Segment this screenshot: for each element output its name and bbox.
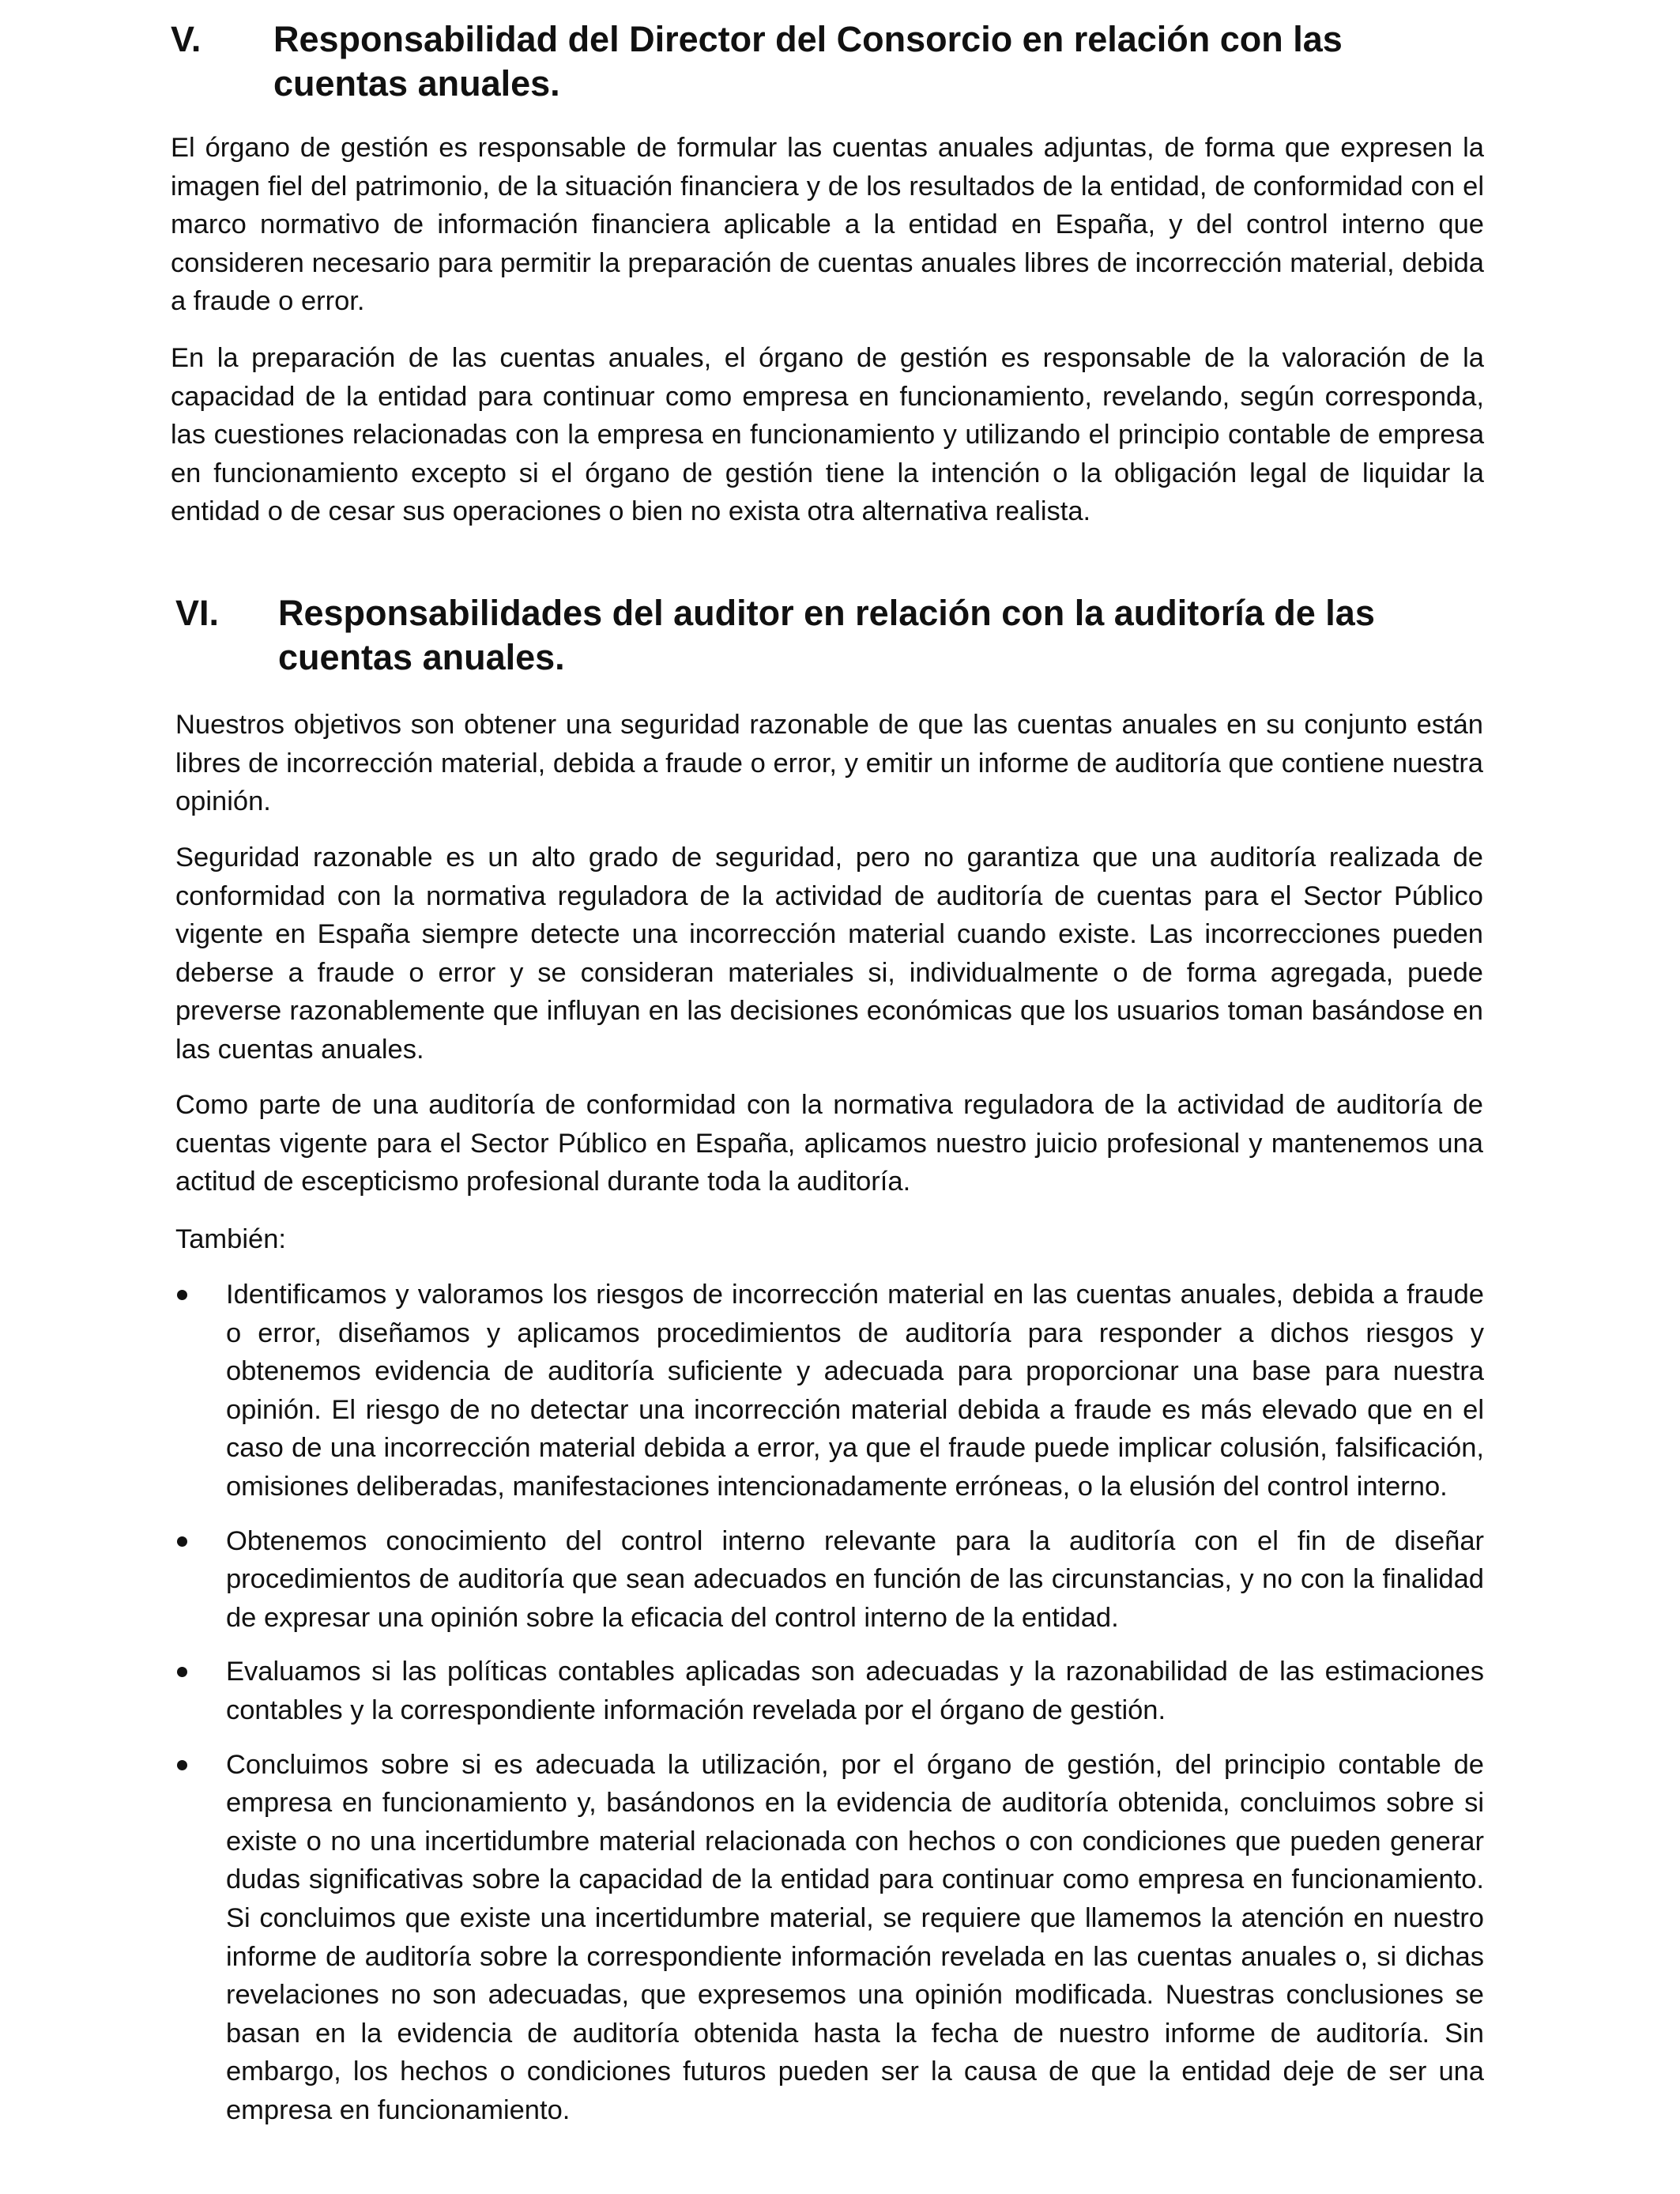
list-item-text: Evaluamos si las políticas contables aplicadas son adecuadas y la razonabilidad de las estimaciones contables y la correspondiente información revelada por el órgano de gestión. <box>226 1657 1484 1725</box>
list-item <box>226 1276 1484 1506</box>
section-vi-paragraph-1: Nuestros objetivos son obtener una seguridad razonable de que las cuentas anuales en su conjunto están libres de incorrección material, debida a fraude o error, y emitir un informe de auditoría que contiene nuestra opinión. <box>175 710 1483 817</box>
section-vi-title: Responsabilidades del auditor en relación con la auditoría de las cuentas anuales. <box>278 593 1375 677</box>
section-v-heading <box>171 17 1482 106</box>
section-vi-paragraph-2: Seguridad razonable es un alto grado de seguridad, pero no garantiza que una auditoría realizada de conformidad con la normativa reguladora de la actividad de auditoría de cuentas para el Sector Público vigente en España siempre detecte una incorrección material cuando existe. Las incorrecciones pueden deberse a fraude o error y se consideran materiales si, individualmente o de forma agregada, puede preverse razonablemente que influyan en las decisiones económicas que los usuarios toman basándose en las cuentas anuales. <box>175 843 1483 1065</box>
section-vi-paragraph-4: También: <box>175 1224 286 1254</box>
bullet-icon <box>177 1290 187 1300</box>
bullet-list <box>226 1276 1484 2129</box>
list-item-text: Identificamos y valoramos los riesgos de incorrección material en las cuentas anuales, debida a fraude o error, diseñamos y aplicamos procedimientos de auditoría para responder a dichos riesgos y obtenemos evidencia de auditoría suficiente y adecuada para proporcionar una base para nuestra opinión. El riesgo de no detectar una incorrección material debida a fraude es más elevado que en el caso de una incorrección material debida a error, ya que el fraude puede implicar colusión, falsificación, omisiones deliberadas, manifestaciones intencionadamente erróneas, o la elusión del control interno. <box>226 1280 1484 1502</box>
list-item <box>226 1522 1484 1638</box>
list-item-text: Obtenemos conocimiento del control interno relevante para la auditoría con el fin de diseñar procedimientos de auditoría que sean adecuados en función de las circunstancias, y no con la finalidad de expresar una opinión sobre la eficacia del control interno de la entidad. <box>226 1525 1484 1633</box>
bullet-icon <box>177 1536 187 1547</box>
section-v-title: Responsabilidad del Director del Consorcio en relación con las cuentas anuales. <box>273 19 1343 104</box>
bullet-icon <box>177 1667 187 1677</box>
section-v-paragraph-1: El órgano de gestión es responsable de formular las cuentas anuales adjuntas, de forma que expresen la imagen fiel del patrimonio, de la situación financiera y de los resultados de la entidad, de conformidad con el marco normativo de información financiera aplicable a la entidad en España, y del control interno que consideren necesario para permitir la preparación de cuentas anuales libres de incorrección material, debida a fraude o error. <box>171 133 1484 317</box>
section-v-number: V. <box>171 19 202 59</box>
list-item <box>226 1746 1484 2130</box>
section-vi-heading <box>175 591 1489 680</box>
list-item-text: Concluimos sobre si es adecuada la utilización, por el órgano de gestión, del principio contable de empresa en funcionamiento y, basándonos en la evidencia de auditoría obtenida, concluimos sobre si existe o no una incertidumbre material relacionada con hechos o con condiciones que pueden generar dudas significativas sobre la capacidad de la entidad para continuar como empresa en funcionamiento. Si concluimos que existe una incertidumbre material, se requiere que llamemos la atención en nuestro informe de auditoría sobre la correspondiente información revelada en las cuentas anuales o, si dichas revelaciones no son adecuadas, que expresemos una opinión modificada. Nuestras conclusiones se basan en la evidencia de auditoría obtenida hasta la fecha de nuestro informe de auditoría. Sin embargo, los hechos o condiciones futuros pueden ser la causa de que la entidad deje de ser una empresa en funcionamiento. <box>226 1749 1484 2125</box>
bullet-icon <box>177 1760 187 1770</box>
section-vi-paragraph-3: Como parte de una auditoría de conformidad con la normativa reguladora de la actividad de auditoría de cuentas vigente para el Sector Público en España, aplicamos nuestro juicio profesional y mantenemos una actitud de escepticismo profesional durante toda la auditoría. <box>175 1090 1483 1197</box>
list-item <box>226 1653 1484 1729</box>
section-vi-number: VI. <box>175 593 220 633</box>
section-v-paragraph-2: En la preparación de las cuentas anuales, el órgano de gestión es responsable de la valoración de la capacidad de la entidad para continuar como empresa en funcionamiento, revelando, según corresponda, las cuestiones relacionadas con la empresa en funcionamiento y utilizando el principio contable de empresa en funcionamiento excepto si el órgano de gestión tiene la intención o la obligación legal de liquidar la entidad o de cesar sus operaciones o bien no exista otra alternativa realista. <box>171 343 1484 527</box>
